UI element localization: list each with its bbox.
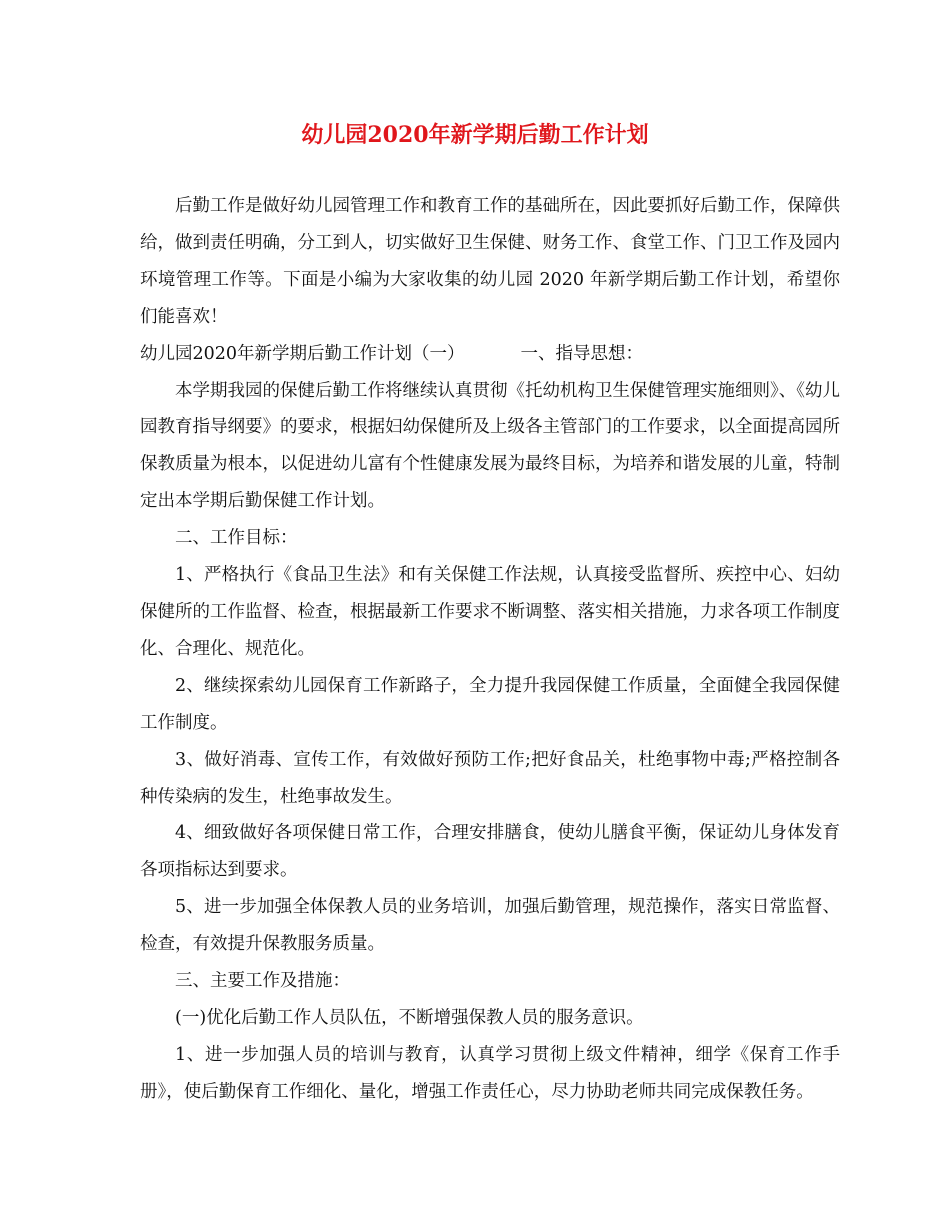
plan-subtitle: 幼儿园2020年新学期后勤工作计划（一） bbox=[140, 343, 465, 364]
section-heading-main-work: 三、主要工作及措施： bbox=[175, 971, 350, 992]
section-heading-guiding-ideology: 一、指导思想： bbox=[520, 343, 644, 364]
document-body bbox=[140, 188, 840, 1111]
measure-subheading-1: (一)优化后勤工作人员队伍，不断增强保教人员的服务意识。 bbox=[175, 1007, 644, 1028]
goal-item-1: 1、严格执行《食品卫生法》和有关保健工作法规，认真接受监督所、疾控中心、妇幼保健所的工作监督、检查，根据最新工作要求不断调整、落实相关措施，力求各项工作制度化、合理化、规范化。 bbox=[140, 565, 840, 659]
goal-item-4: 4、细致做好各项保健日常工作，合理安排膳食，使幼儿膳食平衡，保证幼儿身体发育各项指标达到要求。 bbox=[140, 823, 840, 881]
measure-item-1: 1、进一步加强人员的培训与教育，认真学习贯彻上级文件精神，细学《保育工作手册》，使后勤保育工作细化、量化，增强工作责任心，尽力协助老师共同完成保教任务。 bbox=[140, 1044, 840, 1102]
section-heading-work-goals: 二、工作目标： bbox=[175, 528, 298, 549]
goal-item-5: 5、进一步加强全体保教人员的业务培训，加强后勤管理，规范操作，落实日常监督、检查，有效提升保教服务质量。 bbox=[140, 897, 840, 955]
goal-item-3: 3、做好消毒、宣传工作，有效做好预防工作;把好食品关，杜绝事物中毒;严格控制各种传染病的发生，杜绝事故发生。 bbox=[140, 749, 840, 807]
document-title: 幼儿园2020年新学期后勤工作计划 bbox=[301, 122, 649, 148]
goal-item-2: 2、继续探索幼儿园保育工作新路子，全力提升我园保健工作质量，全面健全我园保健工作制度。 bbox=[140, 675, 840, 733]
plan-heading-line bbox=[140, 336, 840, 373]
guiding-ideology-paragraph: 本学期我园的保健后勤工作将继续认真贯彻《托幼机构卫生保健管理实施细则》、《幼儿园教育指导纲要》的要求，根据妇幼保健所及上级各主管部门的工作要求，以全面提高园所保教质量为根本，以促进幼儿富有个性健康发展为最终目标，为培养和谐发展的儿童，特制定出本学期后勤保健工作计划。 bbox=[140, 380, 840, 512]
intro-paragraph: 后勤工作是做好幼儿园管理工作和教育工作的基础所在，因此要抓好后勤工作，保障供给，做到责任明确，分工到人，切实做好卫生保健、财务工作、食堂工作、门卫工作及园内环境管理工作等。下面是小编为大家收集的幼儿园 2020 年新学期后勤工作计划，希望你们能喜欢！ bbox=[140, 196, 840, 327]
